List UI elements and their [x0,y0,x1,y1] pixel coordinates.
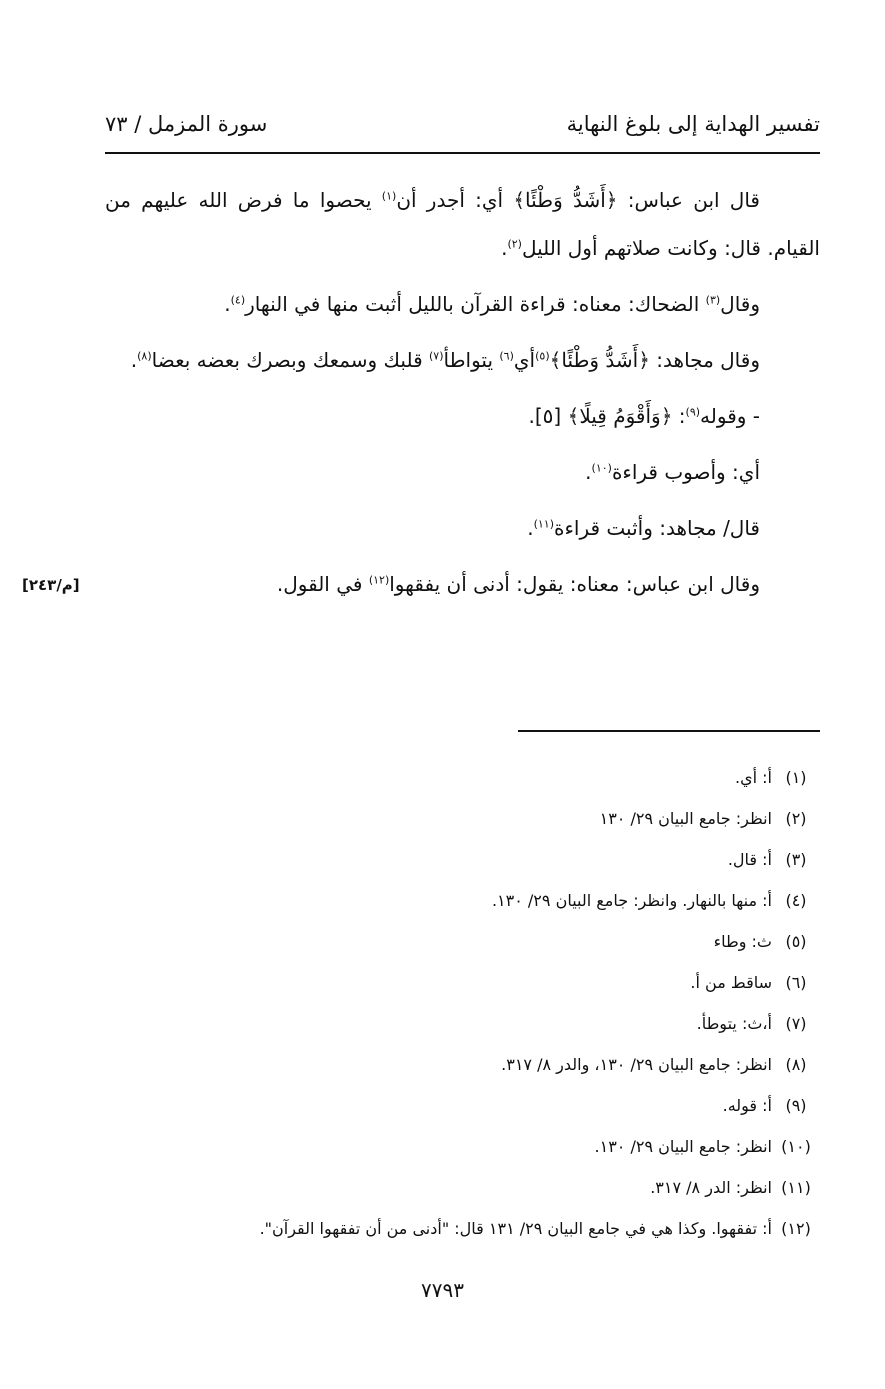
text-run: في القول. [276,572,369,596]
footnote-number: (١٢) [781,1219,811,1238]
text-run: قال/ مجاهد: وأثبت قراءة [554,516,760,540]
footnote-number: (١١) [781,1178,811,1197]
text-run: يحصوا ما فرض الله عليهم من القيام. قال: وكانت صلاتهم أول الليل [105,188,820,260]
footnote-item [105,1014,820,1055]
footnote-number: (٤) [785,891,807,910]
paragraph [105,336,820,384]
quran-quote: ﴿وَأَقْوَمُ قِيلًا﴾ [567,404,673,428]
footnote-item [105,932,820,973]
footnote-marker: (٨) [137,349,152,363]
footnote-text: أ،ث: يتوطأ. [696,1014,772,1033]
footnote-item [105,1178,820,1219]
margin-manuscript-note: [م/٢٤٣] [22,576,80,594]
text-run: . [585,460,592,484]
footnote-number: (٣) [785,850,807,869]
footnote-item [105,891,820,932]
paragraph [105,560,820,608]
text-run: وقال ابن عباس: معناه: يقول: أدنى أن يفقهوا [389,572,760,596]
text-run: : [672,404,686,428]
footnote-text: انظر: جامع البيان ٢٩/ ١٣٠. [594,1137,772,1156]
footnote-number: (٦) [785,973,807,992]
running-header [105,112,820,146]
text-run: أي: أجدر أن [396,188,514,212]
footnote-item [105,1137,820,1178]
footnote-text: انظر: الدر ٨/ ٣١٧. [650,1178,772,1197]
footnote-number: (٨) [785,1055,807,1074]
footnote-item [105,973,820,1014]
footnote-number: (٢) [785,809,807,828]
paragraph [105,280,820,328]
footnote-number: (١) [785,768,807,787]
footnote-text: أ: أي. [735,768,772,787]
footnotes-list [105,768,820,1260]
footnote-item [105,809,820,850]
footnote-text: أ: تفقهوا. وكذا هي في جامع البيان ٢٩/ ١٣١ قال: "أدنى من أن تفقهوا القرآن". [259,1219,772,1238]
footnote-text: أ: قال. [727,850,772,869]
footnote-text: أ: منها بالنهار. وانظر: جامع البيان ٢٩/ ١٣٠. [491,891,772,910]
paragraph [105,392,820,440]
text-run: أي [513,348,536,372]
text-run: - وقوله [700,404,760,428]
footnote-separator [518,730,820,732]
page-number: ٧٧٩٣ [421,1278,464,1302]
footnote-marker: (٤) [230,293,246,307]
footnote-item [105,1055,820,1096]
footnote-marker: (٩) [685,405,701,419]
footnote-text: انظر: جامع البيان ٢٩/ ١٣٠، والدر ٨/ ٣١٧. [501,1055,772,1074]
text-run: وقال مجاهد: [649,348,760,372]
main-text [105,176,820,616]
footnote-marker: (١١) [533,517,554,531]
text-run: . [130,348,138,372]
quran-quote: ﴿أَشَدُّ وَطْئًا﴾ [549,348,650,372]
footnote-marker: (٧) [429,349,444,363]
text-run: [٥]. [528,404,568,428]
text-run: يتواطأ [443,348,500,372]
footnote-marker: (١٢) [368,573,390,587]
paragraph [105,448,820,496]
text-run: . [224,292,231,316]
text-run: . [501,236,508,260]
book-title: تفسير الهداية إلى بلوغ النهاية [566,112,820,136]
paragraph [105,176,820,272]
text-run: أي: وأصوب قراءة [611,460,760,484]
footnote-text: انظر: جامع البيان ٢٩/ ١٣٠ [599,809,772,828]
footnote-item [105,1219,820,1260]
footnote-item [105,768,820,809]
footnote-marker: (٥) [535,349,550,363]
footnote-text: ث: وطاء [713,932,772,951]
text-run: قلبك وسمعك وبصرك بعضه بعضا [151,348,429,372]
text-run: قال ابن عباس: [617,188,760,212]
text-run: الضحاك: معناه: قراءة القرآن بالليل أثبت منها في النهار [245,292,706,316]
text-run: وقال [720,292,760,316]
paragraph [105,504,820,552]
footnote-number: (٩) [785,1096,807,1115]
footnote-marker: (١٠) [591,461,612,475]
footnote-text: أ: قوله. [722,1096,772,1115]
quran-quote: ﴿أَشَدُّ وَطْئًا﴾ [513,188,618,212]
footnote-item [105,850,820,891]
footnote-marker: (٢) [507,237,522,251]
footnote-item [105,1096,820,1137]
footnote-text: ساقط من أ. [690,973,772,992]
footnote-number: (٧) [785,1014,807,1033]
header-rule [105,152,820,154]
footnote-number: (١٠) [781,1137,811,1156]
surah-page-label: سورة المزمل / ٧٣ [105,112,268,136]
footnote-number: (٥) [785,932,807,951]
footnote-marker: (٣) [705,293,721,307]
footnote-marker: (١) [381,189,397,203]
text-run: . [527,516,534,540]
footnote-marker: (٦) [499,349,514,363]
